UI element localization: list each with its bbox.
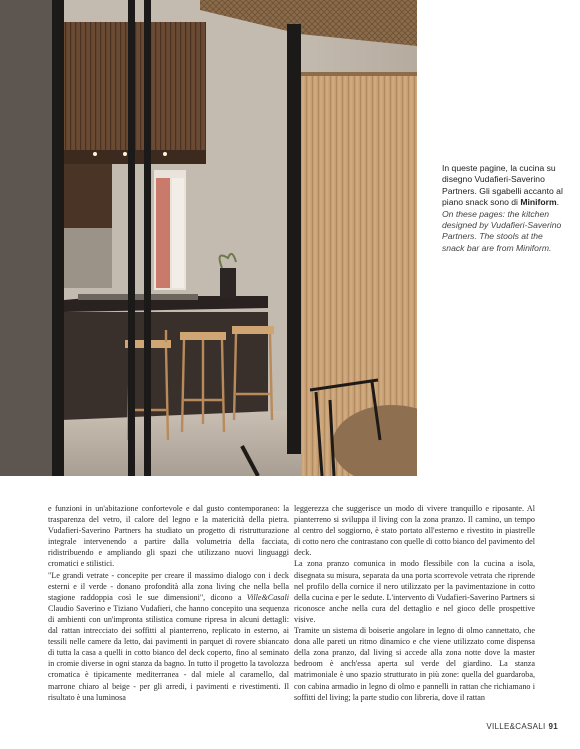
text-column-right xyxy=(294,503,535,703)
paragraph: La zona pranzo comunica in modo flessibile con la cucina a isola, disegnata su misura, separata da una porta scorrevole vetrata che riprende nel profilo della cornice il nero utilizzato per la pavimentazione in cotto della cucina e per le sedute. L'intervento di Vudafieri-Saverino Partners si riconosce anche nella cura del dettaglio e nel gioco delle prospettive visive. xyxy=(294,559,535,624)
photo-caption xyxy=(442,163,566,254)
kitchen-photo xyxy=(0,0,417,476)
paragraph: leggerezza che suggerisce un modo di vivere tranquillo e riposante. Al pianterreno si sviluppa il living con la zona pranzo. Il camino, un tempo al centro del soggiorno, è stato portato all'esterno e rivestito in piastrelle di cotto nero che contrastano con quelle di cotto bianco del pavimento del deck. xyxy=(294,504,535,558)
paragraph: "Le grandi vetrate - concepite per creare il massimo dialogo con i deck esterni e il verde - donano profondità alla zona living che nella bella stagione raddoppia così le sue dimensioni", dicono a Ville&Casali Claudio Saverino e Tiziano Vudafieri, che hanno concepito una sequenza di ambienti con un'impronta stilistica comune ripresa in alcuni dettagli: dal rattan intrecciato dei soffitti al pianterreno, replicato in esterno, ai tessili nelle camere da letto, dai pavimenti in parquet di rovere sbiancato di tutta la casa a quelli in cotto bianco del deck coperto, fino al seminato in cromie diverse in ogni stanza da bagno. In tutto il progetto la tavolozza cromatica è tipicamente mediterranea - dal miele al caramello, dal marrone chiaro al beige - per gli arredi, i pavimenti e rivestimenti. Il risultato è una luminosa xyxy=(48,570,289,702)
paragraph: e funzioni in un'abitazione confortevole e dal gusto contemporaneo: la trasparenza del vetro, il calore del legno e la matericità della pietra. Vudafieri-Saverino Partners ha studiato un progetto di ristrutturazione integrale intervenendo a partire dalla volumetria della facciata, ridistribuendo e ampliando gli spazi che utilizzano nuovi linguaggi cromatici e stilistici. xyxy=(48,504,289,569)
magazine-name: Ville&Casali xyxy=(246,592,289,602)
page-footer xyxy=(486,722,558,731)
text-column-left xyxy=(48,503,289,703)
page-number: 91 xyxy=(548,722,558,731)
paragraph: Tramite un sistema di boiserie angolare in legno di olmo cannettato, che dona alle pareti un ritmo dinamico e che viene utilizzato come dispensa della zona pranzo, dal living si accede alla zona notte dove la master bedroom è anch'essa aperta sul verde del giardino. La stanza matrimoniale è uno spazio strutturato in più zone: quella del guardaroba, con cabina armadio in legno di olmo e pannelli in rattan che richiamano i soffitti del living; la parte studio con libreria, dove il rattan xyxy=(294,626,535,702)
magazine-title: VILLE&CASALI xyxy=(486,722,546,731)
caption-english: On these pages: the kitchen designed by Vudafieri-Saverino Partners. The stools at the snack bar are from Miniform. xyxy=(442,208,562,253)
caption-italian: In queste pagine, la cucina su disegno Vudafieri-Saverino Partners. Gli sgabelli accanto al piano snack sono di Miniform. xyxy=(442,163,563,208)
caption-brand: Miniform xyxy=(520,197,557,208)
kitchen-illustration xyxy=(0,0,417,476)
